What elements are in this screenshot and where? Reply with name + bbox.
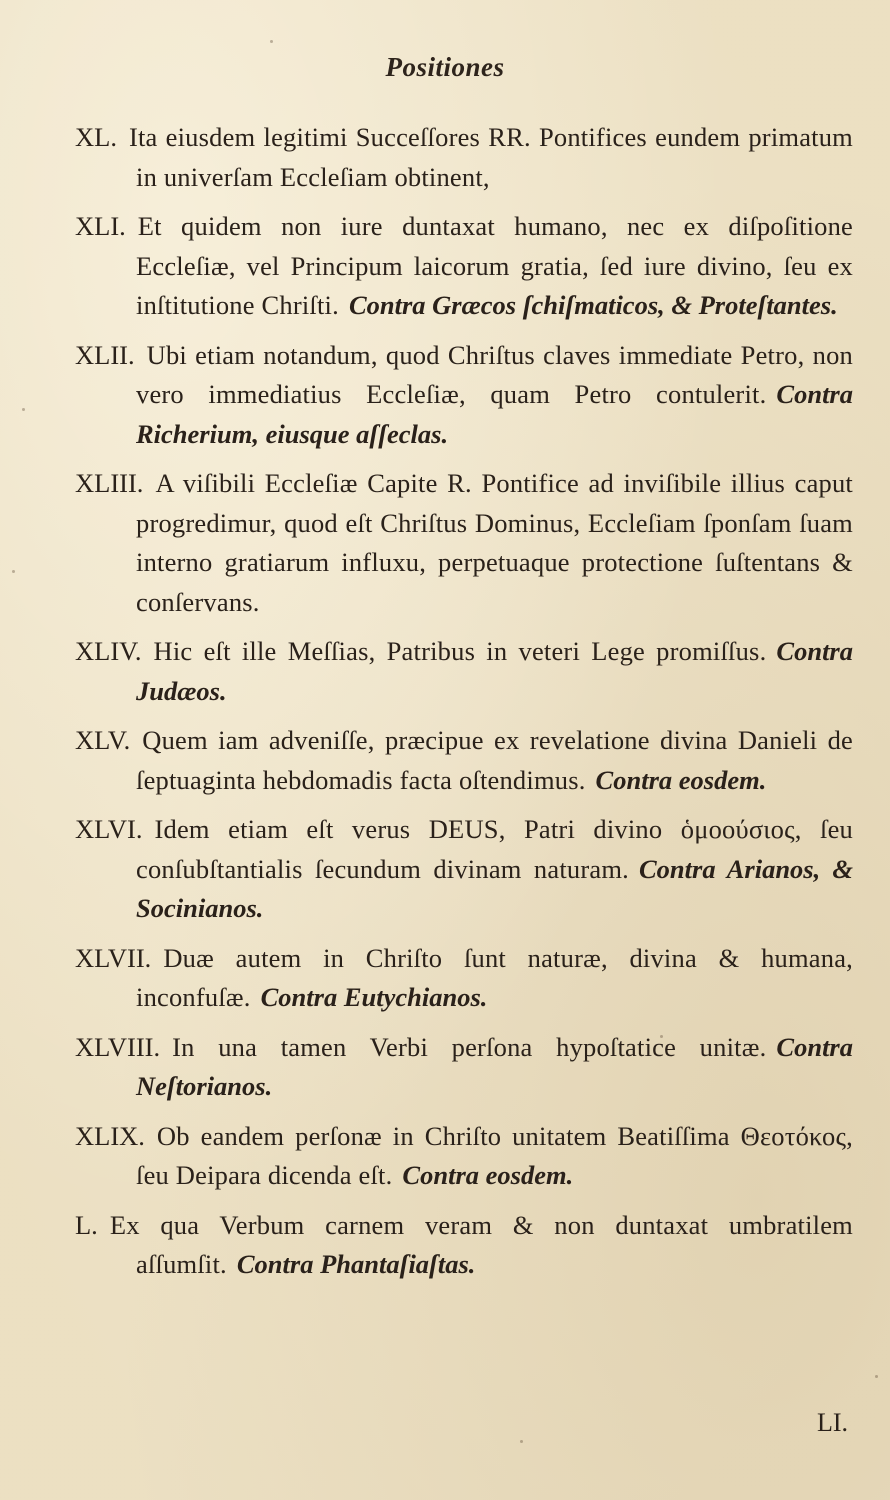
position-number: XL. <box>75 122 117 152</box>
position-contra: Contra Eutychianos. <box>260 982 488 1012</box>
position-number: L. <box>75 1209 98 1240</box>
position-contra: Contra Judæos. <box>136 636 853 706</box>
position-entry <box>75 336 853 455</box>
paper-speck <box>875 1375 878 1378</box>
position-entry <box>75 1117 853 1196</box>
position-text: Idem etiam eſt verus DEUS, Patri divino ὁμοούσιος, ſeu conſubſtantialis ſecundum divinam naturam. <box>136 814 853 884</box>
position-entry <box>75 1206 853 1285</box>
position-contra: Contra Richerium, eiusque aſſeclas. <box>136 379 853 449</box>
paper-speck <box>520 1440 523 1443</box>
running-head: Positiones <box>385 52 505 82</box>
position-text: A viſibili Eccleſiæ Capite R. Pontifice ad inviſibile illius caput progredimur, quod eſt Chriſtus Dominus, Eccleſiam ſponſam ſuam interno gratiarum influxu, perpetuaque protectione ſuſtentans & conſervans. <box>136 468 853 617</box>
position-entry <box>75 1028 853 1107</box>
position-entry <box>75 464 853 622</box>
position-text: Ita eiusdem legitimi Succeſſores RR. Pontifices eundem primatum in univerſam Eccleſiam obtinent, <box>128 122 853 192</box>
position-text: Ubi etiam notandum, quod Chriſtus claves immediate Petro, non vero immediatius Eccleſiæ, quam Petro contulerit. <box>136 339 853 409</box>
paper-speck <box>660 1035 663 1038</box>
position-number: XLVIII. <box>75 1031 161 1062</box>
position-text: Quem iam adveniſſe, præcipue ex revelatione divina Danieli de ſeptuaginta hebdomadis facta oſtendimus. <box>136 725 853 795</box>
position-text: Ob eandem perſonæ in Chriſto unitatem Beatiſſima Θεοτόκος, ſeu Deipara dicenda eſt. <box>136 1120 853 1190</box>
position-entry <box>75 939 853 1018</box>
position-number: XLIX. <box>75 1120 145 1151</box>
position-entry <box>75 810 853 929</box>
position-number: XLI. <box>75 211 126 241</box>
position-contra: Contra eosdem. <box>402 1160 574 1190</box>
position-number: XLVI. <box>75 814 143 844</box>
paper-speck <box>22 408 25 411</box>
catchword: LI. <box>816 1408 848 1437</box>
position-number: XLII. <box>75 339 135 370</box>
position-contra: Contra Neſtorianos. <box>136 1031 853 1101</box>
paper-speck <box>270 40 273 43</box>
position-contra: Contra Phantaſiaſtas. <box>236 1249 476 1279</box>
position-text: Hic eſt ille Meſſias, Patribus in veteri Lege promiſſus. <box>153 636 767 666</box>
position-number: XLVII. <box>75 942 152 973</box>
paper-speck <box>12 570 15 573</box>
position-entry <box>75 721 853 800</box>
position-text: Et quidem non iure duntaxat humano, nec ex diſpoſitione Eccleſiæ, vel Principum laicorum gratia, ſed iure divino, ſeu ex inſtitutione Chriſti. <box>136 211 853 320</box>
position-text: Ex qua Verbum carnem veram & non duntaxat umbratilem aſſumſit. <box>109 1209 853 1279</box>
position-contra: Contra eosdem. <box>595 764 767 795</box>
position-number: XLIV. <box>75 636 142 666</box>
position-entry <box>75 207 853 326</box>
position-entry <box>75 632 853 711</box>
position-text: In una tamen Verbi perſona hypoſtatice unitæ. <box>172 1031 767 1062</box>
positions-list <box>75 118 853 1295</box>
position-number: XLIII. <box>75 468 144 498</box>
position-entry <box>75 118 853 197</box>
position-contra: Contra Græcos ſchiſmaticos, & Proteſtantes. <box>348 290 838 320</box>
position-number: XLV. <box>75 725 131 755</box>
position-text: Duæ autem in Chriſto ſunt naturæ, divina & humana, inconfuſæ. <box>136 942 853 1012</box>
position-contra: Contra Arianos, & Socinianos. <box>136 853 853 923</box>
